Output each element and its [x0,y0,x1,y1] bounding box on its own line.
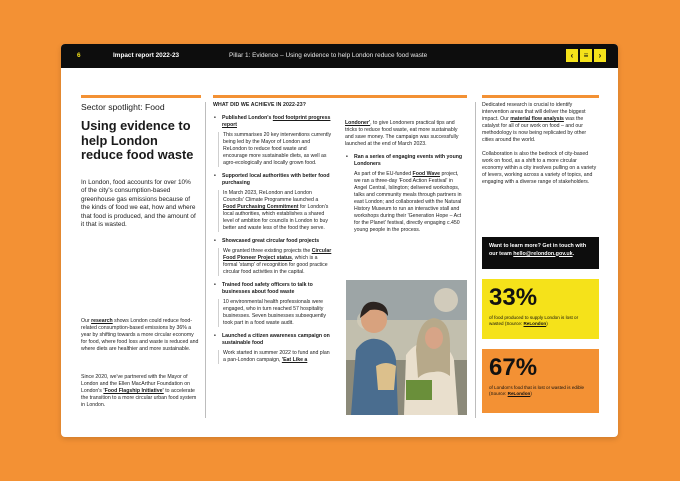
stat-value: 67% [489,354,538,381]
col2-rule [213,95,467,98]
list-item [213,333,332,364]
text-span: shows London could reduce food-related consumption-based emissions by 36% a year by shifting towards a more circular economy for food, where food loss and waste is reduced and where diets are healthier and more sustainable. [81,318,199,352]
achievements-continued [345,120,466,234]
text-span: . [572,250,575,257]
pioneer-project-link[interactable]: Circular Food Pioneer Project status [223,248,332,261]
partnership-paragraph [81,374,201,409]
list-item [213,115,332,167]
research-link[interactable]: research [91,318,113,324]
text-span: Work started in summer 2022 to fund and plan a pan-London campaign, [223,350,330,363]
material-flow-link[interactable]: material flow analysis [510,116,564,122]
report-page [61,44,618,437]
achievements-column [213,102,332,364]
page-title: Using evidence to help London reduce food waste [81,118,194,162]
lede-paragraph: In London, food accounts for over 10% of the city's consumption-based greenhouse gas emissions because of the kinds of food we eat, how and where that food is produced, and the amount of it that is wasted. [81,178,196,228]
photo-illustration [346,280,467,415]
item-body [218,350,332,364]
text-span: for London's local authorities, which establishes a shared level of ambition for councils in London to buy better and waste less of the food they serve. [223,204,329,231]
item-heading [222,115,332,129]
text-span: ) [530,391,532,396]
text-span: Want to learn more? Get in touch with our team [489,243,587,257]
text-span: , to give Londoners practical tips and tricks to reduce food waste, eat more sustainably and save money. The campaign was successfully launched at the end of March 2023. [345,120,459,147]
stat-caption [489,385,592,397]
food-wave-link[interactable]: Food Wave [412,171,441,177]
market-photo [346,280,467,415]
item-body [218,190,332,232]
menu-button[interactable]: ≡ [580,49,592,62]
research-column [482,102,599,186]
eat-like-londoner-link[interactable]: 'Eat Like a [281,357,308,363]
achievements-heading: WHAT DID WE ACHIEVE IN 2022-23? [213,102,307,108]
top-bar [61,44,618,68]
item-body [218,248,332,276]
column-divider [205,102,206,418]
list-item [213,238,332,276]
text-span: Our [81,318,92,324]
text-span: Dedicated research is crucial to identify intervention areas that will deliver the biggest impact. Our [482,102,586,122]
text-span: of London's food that is lost or wasted is edible (Source: [489,385,585,396]
pillar-title: Pillar 1: Evidence – Using evidence to help London reduce food waste [229,52,428,59]
collaboration-paragraph: Collaboration is also the bedrock of city-based work on food, as a shift to a more circular economy within a city involves pulling on a variety of levers, working across a variety of topics, and engaging with a diverse range of stakeholders. [482,151,597,185]
text-span: We granted three existing projects the [223,248,312,254]
text-span: Published London's [222,115,273,121]
stat-value: 33% [489,284,538,311]
research-paragraph [81,318,201,353]
stat-caption [489,315,592,327]
achievements-list-cont [345,154,466,234]
continued-paragraph [345,120,466,148]
list-item [345,154,466,234]
item-heading: • Launched a citizen awareness campaign on sustainable food [222,333,330,346]
col4-rule [482,95,599,98]
text-span: In March 2023, ReLondon and London Councils' Climate Programme launched a [223,190,319,203]
text-span: ) [546,321,548,326]
text-span: of food produced to supply London is lost or wasted (Source: [489,315,579,326]
text-span: project, we ran a three-day 'Food Action Festival' in Angel Central, Islington; delivered workshops, talks and community meals through partners in east London; and collaborated with the Natural History Museum to run an interactive stall and workshops during their 'Generation Hope – Act for the Planet' festival, directly engaging c.450 young people in the process. [354,171,462,233]
text-span: As part of the EU-funded [354,171,413,177]
item-heading: • Trained food safety officers to talk to businesses about food waste [222,282,313,295]
text-span: Since 2020, we've partnered with the Mayor of London and the Ellen MacArthur Foundation on London's [81,374,191,394]
food-flagship-link[interactable]: 'Food Flagship Initiative' [103,388,164,394]
source-link[interactable]: ReLondon [523,321,547,326]
page-nav [566,49,606,62]
item-heading: • Ran a series of engaging events with young Londoners [354,154,463,167]
text-span: , which is a formal 'stamp' of recognition for good practice circular food activities in the capital. [223,255,328,275]
intro-column [81,102,199,408]
source-link[interactable]: ReLondon [507,391,531,396]
text-span: to accelerate the transition to a more circular urban food system in London. [81,388,197,408]
col1-rule [81,95,201,98]
item-heading: • Supported local authorities with better food purchasing [222,173,330,186]
food-footprint-link[interactable]: food footprint progress report [222,115,331,128]
page-number: 6 [77,52,81,59]
item-body: 10 environmental health professionals were engaged, who in turn reached 57 hospitality businesses. Seven businesses subsequently took part in a food waste audit. [218,299,332,327]
item-body [354,171,466,234]
item-heading: • Showcased great circular food projects [222,238,320,244]
stat-card-lost-food [482,279,599,339]
list-item [213,173,332,232]
item-body: This summarises 20 key interventions currently being led by the Mayor of London and ReLondon to reduce food waste and encourage more sustainable diets, as well as agro-ecologically and locally grown food. [218,132,332,167]
contact-cta [482,237,599,269]
contact-email-link[interactable]: hello@relondon.gov.uk [513,250,573,257]
prev-page-button[interactable]: ‹ [566,49,578,62]
report-title: Impact report 2022-23 [113,52,180,59]
eat-like-londoner-link-cont[interactable]: Londoner' [345,120,371,126]
list-item [213,282,332,327]
text-span: was the catalyst for all of our work on food – and our methodology is now being replicated by other cities around the world. [482,116,587,143]
stat-card-edible-food [482,349,599,413]
food-purchasing-link[interactable]: Food Purchasing Commitment [223,204,299,210]
next-page-button[interactable]: › [594,49,606,62]
research-paragraph-2 [482,102,599,144]
sector-kicker: Sector spotlight: Food [81,102,165,112]
achievements-list [213,115,332,364]
column-divider [475,102,476,418]
